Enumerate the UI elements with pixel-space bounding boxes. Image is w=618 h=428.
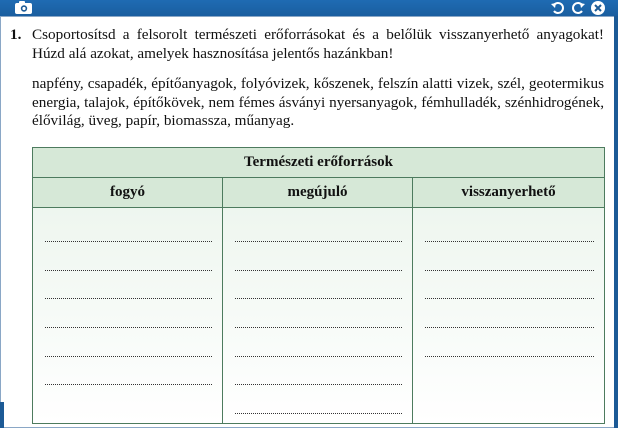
frame-edge-right — [614, 16, 618, 428]
answer-line[interactable] — [425, 230, 594, 242]
answer-line[interactable] — [425, 299, 594, 328]
answer-line[interactable] — [45, 230, 212, 242]
refresh-icon[interactable] — [570, 0, 586, 16]
answer-line[interactable] — [235, 357, 402, 386]
undo-icon[interactable] — [550, 0, 566, 16]
word-list[interactable]: napfény, csapadék, építőanyagok, folyóvizek, kőszenek, felszín alatti vizek, szél, geotermikus energia, talajok, építőkövek, nem fémes ásványi nyersanyagok, fémhulladék, szénhidrogének, élővilág, üveg, papír, biomassza, műanyag. — [32, 75, 604, 129]
answer-line[interactable] — [235, 271, 402, 300]
column-header-visszanyerheto: visszanyerhető — [413, 178, 605, 208]
answer-line[interactable] — [425, 242, 594, 271]
camera-icon[interactable] — [14, 0, 34, 14]
frame-edge-left — [0, 402, 4, 428]
answer-line[interactable] — [235, 385, 402, 414]
answer-line[interactable] — [45, 299, 212, 328]
answer-line[interactable] — [45, 242, 212, 271]
table-title: Természeti erőforrások — [33, 148, 605, 178]
answer-line[interactable] — [425, 328, 594, 357]
answer-column-fogyo — [33, 208, 223, 424]
answer-column-megujulo — [223, 208, 413, 424]
close-icon[interactable] — [590, 0, 606, 16]
resource-table — [32, 147, 605, 424]
answer-line[interactable] — [235, 328, 402, 357]
answer-line[interactable] — [235, 242, 402, 271]
answer-line[interactable] — [235, 299, 402, 328]
window-top-bar — [0, 0, 618, 16]
task-number: 1. — [10, 26, 22, 43]
answer-column-visszanyerheto — [413, 208, 605, 424]
answer-line[interactable] — [425, 271, 594, 300]
answer-line[interactable] — [45, 271, 212, 300]
column-header-megujulo: megújuló — [223, 178, 413, 208]
answer-line[interactable] — [235, 230, 402, 242]
column-header-fogyo: fogyó — [33, 178, 223, 208]
answer-line[interactable] — [45, 357, 212, 386]
task-block — [10, 26, 606, 62]
task-instruction: Csoportosítsd a felsorolt természeti erőforrásokat és a belőlük visszanyerhető anyagokat! Húzd alá azokat, amelyek hasznosítása jelentős hazánkban! — [32, 26, 604, 62]
answer-line[interactable] — [45, 328, 212, 357]
